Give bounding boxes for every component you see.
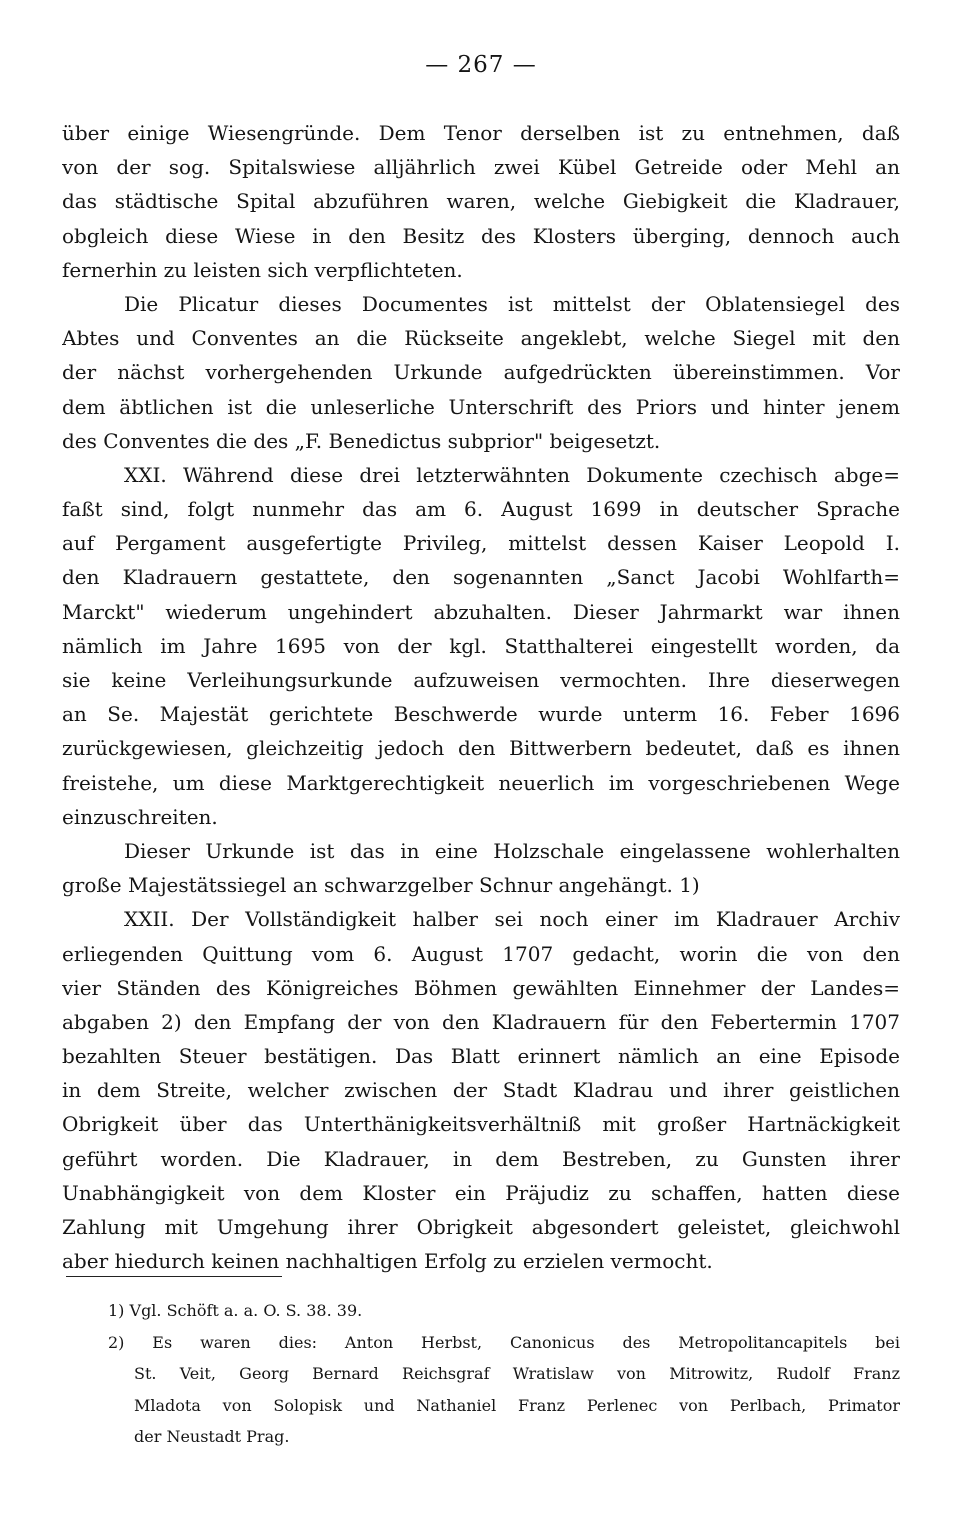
body-text	[62, 116, 900, 1278]
text-line: bezahlten Steuer bestätigen. Das Blatt erinnert nämlich an eine Episode	[62, 1044, 900, 1069]
footnote-2-line: 2) Es waren dies: Anton Herbst, Canonicus des Metropolitancapitels bei	[108, 1332, 900, 1352]
text-line: Unabhängigkeit von dem Kloster ein Präjudiz zu schaffen, hatten diese	[62, 1180, 900, 1205]
footnotes	[62, 1295, 900, 1453]
section-xxi-start-line: XXI. Während diese drei letzterwähnten Dokumente czechisch abge=	[124, 462, 900, 487]
text-line: Zahlung mit Umgehung ihrer Obrigkeit abgesondert geleistet, gleichwohl	[62, 1215, 900, 1239]
text-line: fernerhin zu leisten sich verpflichteten.	[62, 257, 463, 282]
text-line: sie keine Verleihungsurkunde aufzuweisen vermochten. Ihre dieserwegen	[62, 668, 900, 692]
footnote-2-line: Mladota von Solopisk und Nathaniel Franz Perlenec von Perlbach, Primator	[134, 1395, 900, 1415]
text-line: über einige Wiesengründe. Dem Tenor derselben ist zu entnehmen, daß	[62, 121, 900, 145]
section-xxii-start-line: XXII. Der Vollständigkeit halber sei noch einer im Kladrauer Archiv	[124, 907, 900, 932]
paragraph-start-line: Dieser Urkunde ist das in eine Holzschale eingelassene wohlerhalten	[124, 838, 900, 863]
text-line: der nächst vorhergehenden Urkunde aufgedrückten übereinstimmen. Vor	[62, 360, 900, 385]
text-line: an Se. Majestät gerichtete Beschwerde wurde unterm 16. Feber 1696	[62, 702, 900, 727]
text-line: erliegenden Quittung vom 6. August 1707 gedacht, worin die von den	[62, 941, 900, 966]
text-line: obgleich diese Wiese in den Besitz des Klosters überging, dennoch auch	[62, 223, 900, 248]
text-line: Abtes und Conventes an die Rückseite angeklebt, welche Siegel mit den	[62, 326, 900, 351]
text-line: das städtische Spital abzuführen waren, welche Giebigkeit die Kladrauer,	[62, 189, 900, 214]
document-page	[62, 0, 900, 1526]
footnote-divider	[66, 1276, 282, 1277]
text-line: den Kladrauern gestattete, den sogenannten „Sanct Jacobi Wohlfarth=	[62, 565, 900, 590]
page-number: — 267 —	[425, 52, 537, 78]
text-line: nämlich im Jahre 1695 von der kgl. Statthalterei eingestellt worden, da	[62, 633, 900, 658]
text-line: aber hiedurch keinen nachhaltigen Erfolg zu erzielen vermocht.	[62, 1249, 713, 1274]
text-line: von der sog. Spitalswiese alljährlich zwei Kübel Getreide oder Mehl an	[62, 155, 900, 180]
text-line: freistehe, um diese Marktgerechtigkeit neuerlich im vorgeschriebenen Wege	[62, 770, 900, 795]
text-line: vier Ständen des Königreiches Böhmen gewählten Einnehmer der Landes=	[62, 975, 900, 1000]
text-line: in dem Streite, welcher zwischen der Stadt Kladrau und ihrer geistlichen	[62, 1078, 900, 1103]
text-line: auf Pergament ausgefertigte Privileg, mittelst dessen Kaiser Leopold I.	[62, 531, 900, 556]
footnote-1: 1) Vgl. Schöft a. a. O. S. 38. 39.	[108, 1301, 363, 1320]
text-line: Obrigkeit über das Unterthänigkeitsverhältniß mit großer Hartnäckigkeit	[62, 1112, 900, 1137]
text-line: faßt sind, folgt nunmehr das am 6. August 1699 in deutscher Sprache	[62, 497, 900, 522]
text-line: große Majestätssiegel an schwarzgelber Schnur angehängt. 1)	[62, 873, 700, 898]
text-line: Marckt" wiederum ungehindert abzuhalten. Dieser Jahrmarkt war ihnen	[62, 599, 900, 624]
text-line: dem äbtlichen ist die unleserliche Unterschrift des Priors und hinter jenem	[62, 394, 900, 419]
text-line: zurückgewiesen, gleichzeitig jedoch den Bittwerbern bedeutet, daß es ihnen	[62, 736, 900, 761]
text-line: des Conventes die des „F. Benedictus subprior" beigesetzt.	[62, 428, 661, 453]
text-line: abgaben 2) den Empfang der von den Kladrauern für den Febertermin 1707	[62, 1009, 900, 1034]
paragraph-start-line: Die Plicatur dieses Documentes ist mittelst der Oblatensiegel des	[124, 291, 900, 316]
text-line: geführt worden. Die Kladrauer, in dem Bestreben, zu Gunsten ihrer	[62, 1146, 900, 1171]
footnote-2-line: der Neustadt Prag.	[134, 1427, 290, 1447]
text-line: einzuschreiten.	[62, 804, 218, 829]
footnote-2-line: St. Veit, Georg Bernard Reichsgraf Wratislaw von Mitrowitz, Rudolf Franz	[134, 1364, 900, 1384]
